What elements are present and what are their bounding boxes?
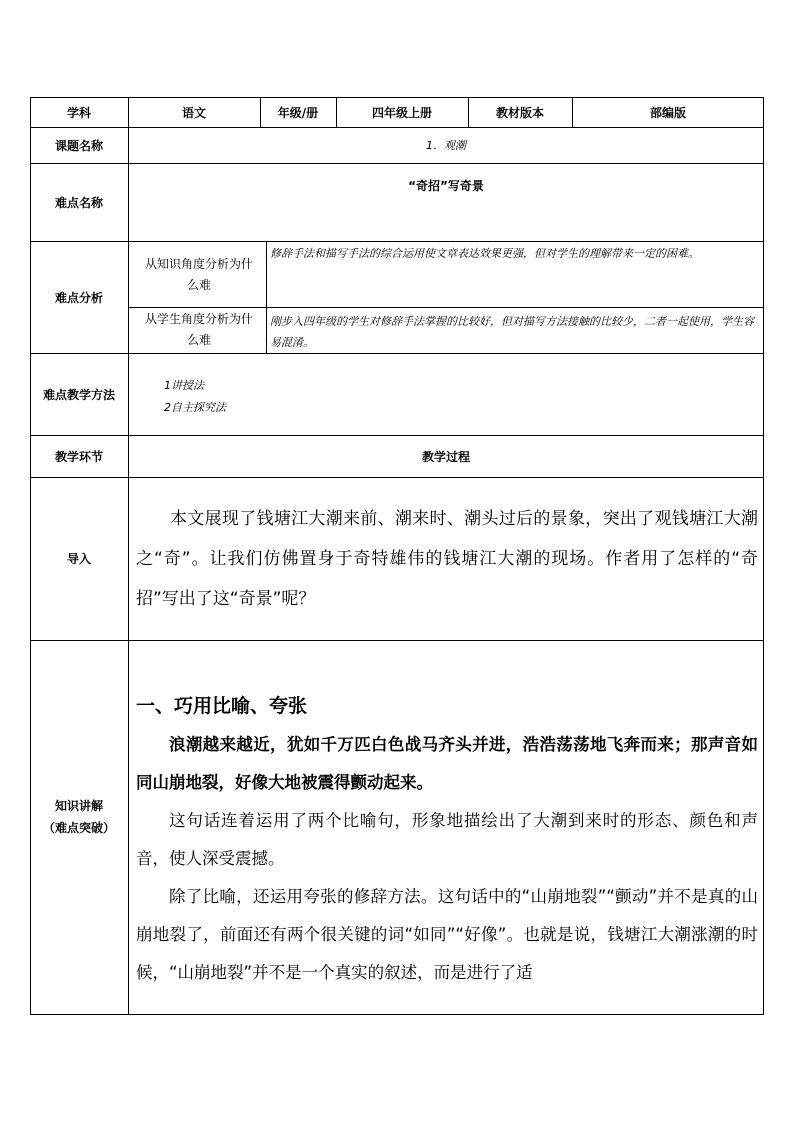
section-title: 一、巧用比喻、夸张 xyxy=(136,695,308,717)
method-item: 2自主探究法 xyxy=(164,401,226,414)
student-angle-text: 刚步入四年级的学生对修辞手法掌握的比较好，但对描写方法接触的比较少，二者一起使用，学生容易混淆。 xyxy=(270,315,754,349)
lesson-table xyxy=(30,97,764,1015)
col-divider xyxy=(266,241,267,353)
process-stage-label: 教学环节 xyxy=(54,449,103,464)
knowledge-angle-label: 从知识角度分析为什么难 xyxy=(144,257,253,292)
subject-label: 学科 xyxy=(66,105,91,120)
table-border-bottom xyxy=(30,1014,764,1015)
analysis-label: 难点分析 xyxy=(54,290,103,305)
method-item: 1讲授法 xyxy=(164,379,204,392)
grade-label: 年级/册 xyxy=(277,105,319,120)
process-label: 教学过程 xyxy=(421,449,470,464)
edition-value: 部编版 xyxy=(649,105,686,120)
explanation-paragraph: 除了比喻，还运用夸张的修辞方法。这句话中的“山崩地裂”“颤动”并不是真的山崩地裂了，前面还有两个很关键的词“如同”“好像”。也就是说，钱塘江大潮涨潮的时候，“山崩地裂”并不是一个真实的叙述，而是进行了适 xyxy=(136,887,758,982)
quote-paragraph: 浪潮越来越近，犹如千万匹白色战马齐头并进，浩浩荡荡地飞奔而来；那声音如同山崩地裂，好像大地被震得颤动起来。 xyxy=(136,735,758,792)
intro-paragraph: 本文展现了钱塘江大潮来前、潮来时、潮头过后的景象，突出了观钱塘江大潮之“奇”。让我们仿佛置身于奇特雄伟的钱塘江大潮的现场。作者用了怎样的“奇招”写出了这“奇景”呢？ xyxy=(136,509,758,609)
subject-value: 语文 xyxy=(181,105,206,120)
row-divider xyxy=(30,241,764,242)
intro-text-block xyxy=(136,499,758,619)
row-divider xyxy=(30,640,764,641)
lesson-title: 1．观潮 xyxy=(426,139,466,152)
knowledge-angle-text: 修辞手法和描写手法的综合运用使文章表达效果更强，但对学生的理解带来一定的困难。 xyxy=(270,247,699,260)
knowledge-label-line2: （难点突破） xyxy=(42,821,115,835)
grade-value: 四年级上册 xyxy=(371,105,432,120)
difficulty-title: “奇招”写奇景 xyxy=(408,179,484,193)
lesson-label: 课题名称 xyxy=(54,138,103,153)
table-border-right xyxy=(763,97,764,1015)
explanation-paragraph: 这句话连着运用了两个比喻句，形象地描绘出了大潮到来时的形态、颜色和声音，使人深受震撼。 xyxy=(136,811,758,868)
knowledge-label-line1: 知识讲解 xyxy=(54,799,103,813)
col-divider xyxy=(128,97,129,1015)
row-divider xyxy=(30,353,764,354)
difficulty-label: 难点名称 xyxy=(54,195,103,210)
row-divider xyxy=(30,477,764,478)
row-divider xyxy=(128,307,764,308)
edition-label: 教材版本 xyxy=(495,105,544,120)
methods-label: 难点教学方法 xyxy=(42,387,115,402)
intro-label: 导入 xyxy=(66,552,91,566)
student-angle-label: 从学生角度分析为什么难 xyxy=(144,312,253,347)
row-divider xyxy=(30,163,764,164)
knowledge-body xyxy=(136,726,758,992)
knowledge-label xyxy=(30,787,128,847)
